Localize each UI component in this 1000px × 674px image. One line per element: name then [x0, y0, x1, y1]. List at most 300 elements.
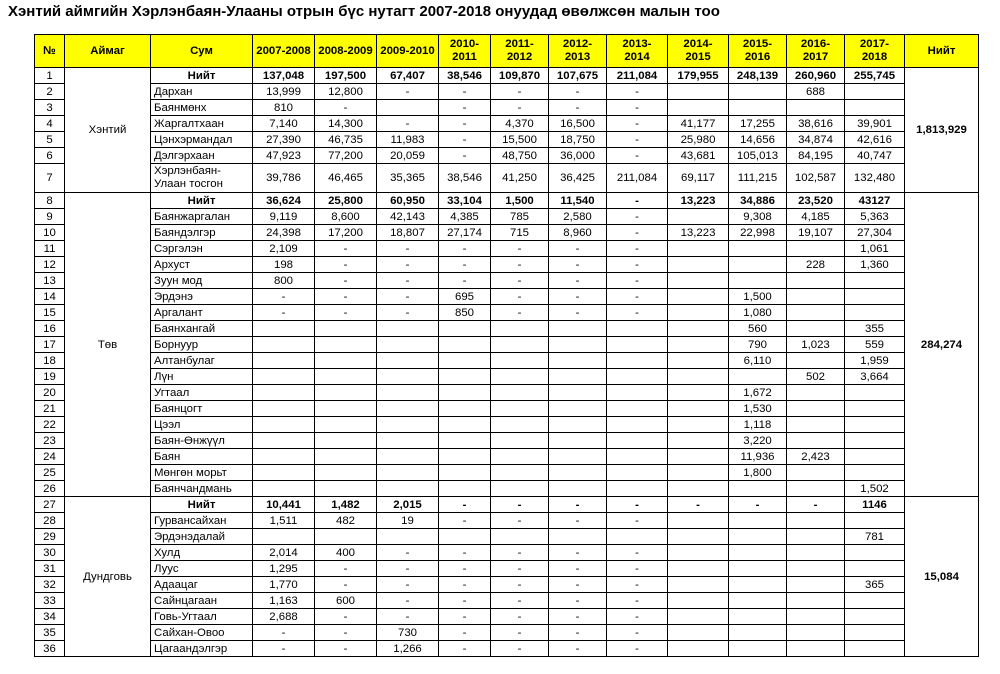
value-cell [729, 545, 787, 561]
value-cell [845, 273, 905, 289]
value-cell: - [549, 497, 607, 513]
sum-cell: Цээл [151, 417, 253, 433]
value-cell: 790 [729, 337, 787, 353]
value-cell [729, 369, 787, 385]
value-cell [377, 433, 439, 449]
value-cell [787, 529, 845, 545]
value-cell [668, 401, 729, 417]
row-number: 23 [35, 433, 65, 449]
row-number: 30 [35, 545, 65, 561]
value-cell [787, 417, 845, 433]
value-cell [377, 481, 439, 497]
value-cell: 111,215 [729, 164, 787, 193]
sum-cell: Баян-Өнжүүл [151, 433, 253, 449]
value-cell: - [377, 241, 439, 257]
sum-cell: Нийт [151, 193, 253, 209]
value-cell: 5,363 [845, 209, 905, 225]
column-header: 2017-2018 [845, 35, 905, 68]
value-cell: 11,983 [377, 132, 439, 148]
row-number: 8 [35, 193, 65, 209]
value-cell [607, 401, 668, 417]
value-cell [607, 369, 668, 385]
value-cell: - [607, 116, 668, 132]
value-cell: - [377, 289, 439, 305]
column-header: Аймаг [65, 35, 151, 68]
value-cell: - [491, 84, 549, 100]
value-cell: - [377, 84, 439, 100]
value-cell [668, 257, 729, 273]
value-cell: - [491, 609, 549, 625]
value-cell: - [315, 100, 377, 116]
value-cell [549, 449, 607, 465]
value-cell [607, 385, 668, 401]
value-cell [787, 321, 845, 337]
value-cell: 24,398 [253, 225, 315, 241]
value-cell [668, 577, 729, 593]
value-cell [253, 417, 315, 433]
value-cell [315, 433, 377, 449]
value-cell [668, 449, 729, 465]
column-header: 2011-2012 [491, 35, 549, 68]
table-row [35, 116, 979, 132]
value-cell: - [315, 641, 377, 657]
value-cell [549, 433, 607, 449]
value-cell: 36,000 [549, 148, 607, 164]
value-cell: 785 [491, 209, 549, 225]
value-cell: 7,140 [253, 116, 315, 132]
value-cell [253, 321, 315, 337]
value-cell [377, 100, 439, 116]
value-cell [845, 465, 905, 481]
value-cell: 2,688 [253, 609, 315, 625]
value-cell: - [607, 497, 668, 513]
column-header: 2009-2010 [377, 35, 439, 68]
value-cell: - [549, 273, 607, 289]
value-cell [439, 401, 491, 417]
value-cell: 34,874 [787, 132, 845, 148]
value-cell: - [439, 513, 491, 529]
table-body [35, 68, 979, 657]
value-cell: - [439, 625, 491, 641]
value-cell: 1,502 [845, 481, 905, 497]
sum-cell: Алтанбулаг [151, 353, 253, 369]
value-cell: 560 [729, 321, 787, 337]
value-cell [668, 529, 729, 545]
value-cell [668, 593, 729, 609]
value-cell [668, 100, 729, 116]
value-cell: 14,656 [729, 132, 787, 148]
value-cell: 39,786 [253, 164, 315, 193]
value-cell [491, 481, 549, 497]
table-row [35, 337, 979, 353]
table-row [35, 353, 979, 369]
value-cell: 228 [787, 257, 845, 273]
value-cell: 43,681 [668, 148, 729, 164]
value-cell [315, 481, 377, 497]
value-cell: - [439, 241, 491, 257]
value-cell [787, 609, 845, 625]
value-cell: 41,250 [491, 164, 549, 193]
value-cell: - [491, 545, 549, 561]
value-cell: - [439, 132, 491, 148]
row-number: 26 [35, 481, 65, 497]
row-number: 19 [35, 369, 65, 385]
value-cell [845, 433, 905, 449]
row-number: 28 [35, 513, 65, 529]
value-cell [845, 84, 905, 100]
column-header: Сум [151, 35, 253, 68]
value-cell [377, 385, 439, 401]
value-cell: - [439, 84, 491, 100]
value-cell: - [607, 273, 668, 289]
value-cell [729, 257, 787, 273]
table-row [35, 289, 979, 305]
value-cell: 2,580 [549, 209, 607, 225]
value-cell [439, 337, 491, 353]
value-cell [491, 369, 549, 385]
value-cell: - [607, 641, 668, 657]
value-cell: - [607, 305, 668, 321]
value-cell: 1,118 [729, 417, 787, 433]
row-number: 1 [35, 68, 65, 84]
table-row [35, 497, 979, 513]
value-cell: 11,540 [549, 193, 607, 209]
value-cell: 1,295 [253, 561, 315, 577]
table-row [35, 100, 979, 116]
table-row [35, 577, 979, 593]
value-cell: 400 [315, 545, 377, 561]
value-cell: 42,616 [845, 132, 905, 148]
value-cell [668, 641, 729, 657]
row-number: 20 [35, 385, 65, 401]
value-cell: 559 [845, 337, 905, 353]
value-cell: - [439, 641, 491, 657]
value-cell [668, 561, 729, 577]
value-cell [845, 305, 905, 321]
value-cell [377, 369, 439, 385]
value-cell [253, 449, 315, 465]
sum-cell: Сайнцагаан [151, 593, 253, 609]
value-cell: - [491, 497, 549, 513]
sum-cell: Лүн [151, 369, 253, 385]
value-cell: 13,223 [668, 225, 729, 241]
value-cell [729, 641, 787, 657]
value-cell [491, 465, 549, 481]
sum-cell: Цэнхэрмандал [151, 132, 253, 148]
value-cell: 27,390 [253, 132, 315, 148]
value-cell: 8,600 [315, 209, 377, 225]
table-row [35, 385, 979, 401]
column-header: 2007-2008 [253, 35, 315, 68]
table-row [35, 369, 979, 385]
value-cell: - [253, 641, 315, 657]
value-cell [549, 401, 607, 417]
value-cell [549, 321, 607, 337]
sum-cell: Баянчандмань [151, 481, 253, 497]
value-cell [491, 529, 549, 545]
value-cell [787, 593, 845, 609]
sum-cell: Мөнгөн морьт [151, 465, 253, 481]
row-number: 36 [35, 641, 65, 657]
row-number: 34 [35, 609, 65, 625]
value-cell: 137,048 [253, 68, 315, 84]
value-cell [787, 561, 845, 577]
row-number: 32 [35, 577, 65, 593]
column-header: 2014-2015 [668, 35, 729, 68]
value-cell [729, 84, 787, 100]
value-cell [668, 609, 729, 625]
value-cell: - [491, 625, 549, 641]
value-cell: - [315, 625, 377, 641]
sum-cell: Дэлгэрхаан [151, 148, 253, 164]
value-cell: 3,664 [845, 369, 905, 385]
value-cell: - [491, 305, 549, 321]
value-cell [439, 465, 491, 481]
value-cell: 810 [253, 100, 315, 116]
row-number: 11 [35, 241, 65, 257]
value-cell: - [377, 116, 439, 132]
value-cell: - [668, 497, 729, 513]
value-cell [315, 321, 377, 337]
value-cell: - [549, 84, 607, 100]
value-cell [668, 289, 729, 305]
sum-cell: Сайхан-Овоо [151, 625, 253, 641]
value-cell: 260,960 [787, 68, 845, 84]
sum-cell: Нийт [151, 497, 253, 513]
value-cell: 1,266 [377, 641, 439, 657]
value-cell [845, 401, 905, 417]
value-cell [491, 417, 549, 433]
value-cell: 132,480 [845, 164, 905, 193]
table-row [35, 625, 979, 641]
value-cell: - [549, 513, 607, 529]
value-cell [253, 353, 315, 369]
row-number: 6 [35, 148, 65, 164]
value-cell [607, 321, 668, 337]
value-cell: 850 [439, 305, 491, 321]
sum-cell: Говь-Угтаал [151, 609, 253, 625]
value-cell [845, 100, 905, 116]
column-header: Нийт [905, 35, 979, 68]
value-cell [845, 593, 905, 609]
value-cell: - [439, 497, 491, 513]
value-cell [668, 273, 729, 289]
group-total-cell: 284,274 [905, 193, 979, 497]
value-cell: 1,800 [729, 465, 787, 481]
value-cell [607, 529, 668, 545]
value-cell [729, 529, 787, 545]
value-cell: - [491, 561, 549, 577]
value-cell: 42,143 [377, 209, 439, 225]
value-cell: 77,200 [315, 148, 377, 164]
value-cell [668, 337, 729, 353]
value-cell [439, 433, 491, 449]
value-cell [439, 353, 491, 369]
table-row [35, 481, 979, 497]
value-cell: - [607, 577, 668, 593]
row-number: 12 [35, 257, 65, 273]
value-cell: 69,117 [668, 164, 729, 193]
value-cell: 17,255 [729, 116, 787, 132]
row-number: 9 [35, 209, 65, 225]
value-cell: - [607, 100, 668, 116]
value-cell: 1,511 [253, 513, 315, 529]
value-cell: 6,110 [729, 353, 787, 369]
value-cell [729, 609, 787, 625]
value-cell: 197,500 [315, 68, 377, 84]
value-cell: - [607, 609, 668, 625]
value-cell: - [491, 593, 549, 609]
value-cell: - [315, 289, 377, 305]
value-cell [439, 321, 491, 337]
value-cell [668, 433, 729, 449]
value-cell [787, 385, 845, 401]
value-cell: 39,901 [845, 116, 905, 132]
table-row [35, 209, 979, 225]
value-cell [377, 417, 439, 433]
value-cell: 38,546 [439, 68, 491, 84]
value-cell [607, 465, 668, 481]
value-cell [668, 321, 729, 337]
value-cell: - [607, 593, 668, 609]
value-cell: - [253, 289, 315, 305]
value-cell: 2,015 [377, 497, 439, 513]
table-row [35, 321, 979, 337]
value-cell: - [549, 100, 607, 116]
value-cell: - [549, 577, 607, 593]
value-cell [315, 369, 377, 385]
value-cell: 13,223 [668, 193, 729, 209]
group-total-cell: 15,084 [905, 497, 979, 657]
value-cell: 105,013 [729, 148, 787, 164]
value-cell [668, 305, 729, 321]
sum-cell: Луус [151, 561, 253, 577]
value-cell [315, 449, 377, 465]
value-cell: 84,195 [787, 148, 845, 164]
column-header: 2008-2009 [315, 35, 377, 68]
row-number: 35 [35, 625, 65, 641]
value-cell: 1,080 [729, 305, 787, 321]
column-header: 2012-2013 [549, 35, 607, 68]
value-cell [729, 100, 787, 116]
value-cell [668, 385, 729, 401]
value-cell: 27,174 [439, 225, 491, 241]
value-cell: 14,300 [315, 116, 377, 132]
value-cell [439, 449, 491, 465]
value-cell: - [607, 561, 668, 577]
value-cell: 22,998 [729, 225, 787, 241]
value-cell [377, 449, 439, 465]
value-cell: 730 [377, 625, 439, 641]
value-cell [491, 449, 549, 465]
value-cell [845, 609, 905, 625]
value-cell [377, 337, 439, 353]
value-cell [491, 401, 549, 417]
value-cell [668, 481, 729, 497]
value-cell: 9,308 [729, 209, 787, 225]
value-cell [439, 385, 491, 401]
value-cell: - [315, 609, 377, 625]
sum-cell: Хэрлэнбаян-Улаан тосгон [151, 164, 253, 193]
row-number: 18 [35, 353, 65, 369]
value-cell: - [253, 625, 315, 641]
table-row [35, 465, 979, 481]
value-cell [549, 337, 607, 353]
value-cell: 482 [315, 513, 377, 529]
value-cell: 1,500 [729, 289, 787, 305]
value-cell: - [439, 148, 491, 164]
value-cell: - [607, 241, 668, 257]
value-cell [787, 465, 845, 481]
value-cell [315, 465, 377, 481]
value-cell: 4,385 [439, 209, 491, 225]
sum-cell: Эрдэнэдалай [151, 529, 253, 545]
value-cell [668, 465, 729, 481]
sum-cell: Баянмөнх [151, 100, 253, 116]
value-cell: 365 [845, 577, 905, 593]
table-row [35, 257, 979, 273]
value-cell [607, 481, 668, 497]
column-header: 2010-2011 [439, 35, 491, 68]
value-cell: - [439, 609, 491, 625]
row-number: 33 [35, 593, 65, 609]
value-cell: 2,014 [253, 545, 315, 561]
value-cell: - [491, 100, 549, 116]
value-cell: - [607, 289, 668, 305]
livestock-table [34, 34, 979, 657]
value-cell [729, 513, 787, 529]
row-number: 22 [35, 417, 65, 433]
value-cell: 18,807 [377, 225, 439, 241]
value-cell [845, 561, 905, 577]
value-cell [491, 433, 549, 449]
sum-cell: Баяндэлгэр [151, 225, 253, 241]
value-cell: 11,936 [729, 449, 787, 465]
value-cell [787, 401, 845, 417]
value-cell [377, 401, 439, 417]
value-cell: 102,587 [787, 164, 845, 193]
value-cell: - [607, 513, 668, 529]
row-number: 13 [35, 273, 65, 289]
value-cell: - [491, 241, 549, 257]
value-cell: 600 [315, 593, 377, 609]
value-cell [787, 513, 845, 529]
value-cell [729, 481, 787, 497]
value-cell: 2,109 [253, 241, 315, 257]
value-cell [253, 481, 315, 497]
value-cell: - [491, 273, 549, 289]
row-number: 2 [35, 84, 65, 100]
aimag-cell: Дундговь [65, 497, 151, 657]
value-cell [668, 353, 729, 369]
value-cell [845, 289, 905, 305]
value-cell: 25,980 [668, 132, 729, 148]
aimag-cell: Төв [65, 193, 151, 497]
value-cell: - [549, 641, 607, 657]
value-cell [787, 545, 845, 561]
value-cell: 715 [491, 225, 549, 241]
value-cell: 47,923 [253, 148, 315, 164]
value-cell: 255,745 [845, 68, 905, 84]
value-cell [668, 513, 729, 529]
value-cell [729, 625, 787, 641]
value-cell [787, 353, 845, 369]
sum-cell: Нийт [151, 68, 253, 84]
value-cell: 2,423 [787, 449, 845, 465]
header-row [35, 35, 979, 68]
table-row [35, 593, 979, 609]
value-cell: - [607, 132, 668, 148]
